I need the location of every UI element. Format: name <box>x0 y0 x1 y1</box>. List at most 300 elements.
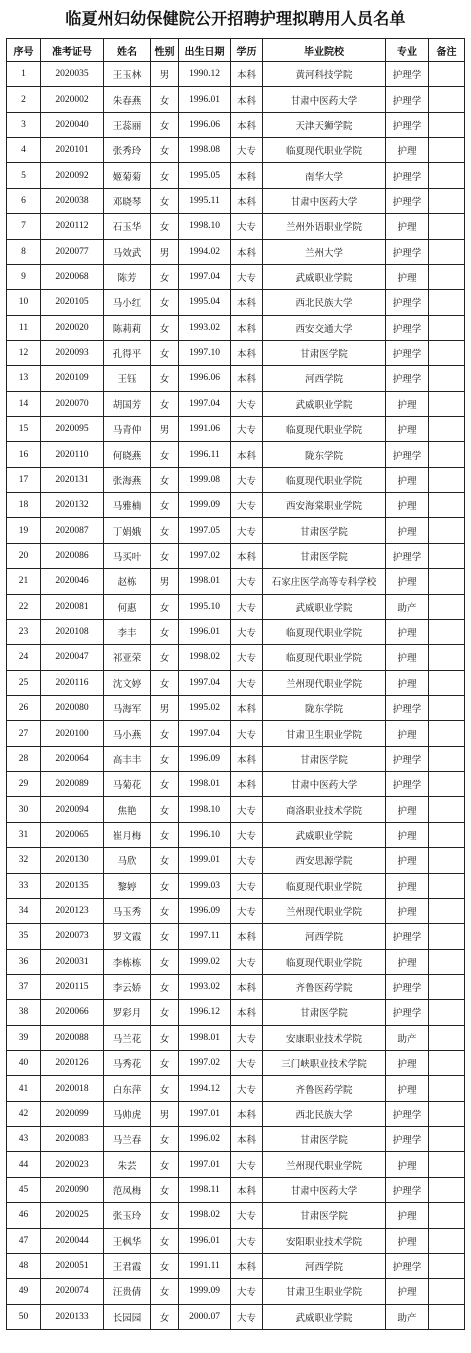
table-row <box>7 467 465 492</box>
cell-remark <box>429 1051 465 1076</box>
cell-remark <box>429 898 465 923</box>
cell-exam-id: 2020074 <box>41 1279 104 1304</box>
cell-school: 安康职业技术学院 <box>263 1025 386 1050</box>
cell-education: 本科 <box>231 1000 263 1025</box>
column-header-remark: 备注 <box>429 39 465 62</box>
cell-gender: 女 <box>151 467 179 492</box>
cell-no: 47 <box>7 1228 41 1253</box>
cell-major: 护理学 <box>386 290 429 315</box>
cell-remark <box>429 1127 465 1152</box>
table-row <box>7 138 465 163</box>
table-row <box>7 1203 465 1228</box>
cell-birth-date: 1995.05 <box>179 163 231 188</box>
cell-no: 15 <box>7 417 41 442</box>
cell-name: 马小燕 <box>104 721 151 746</box>
cell-no: 46 <box>7 1203 41 1228</box>
cell-major: 护理 <box>386 391 429 416</box>
cell-major: 护理学 <box>386 974 429 999</box>
cell-major: 护理 <box>386 214 429 239</box>
cell-major: 护理学 <box>386 442 429 467</box>
cell-gender: 女 <box>151 87 179 112</box>
cell-remark <box>429 163 465 188</box>
cell-remark <box>429 645 465 670</box>
cell-exam-id: 2020038 <box>41 188 104 213</box>
cell-education: 本科 <box>231 87 263 112</box>
cell-no: 32 <box>7 848 41 873</box>
cell-education: 大专 <box>231 1152 263 1177</box>
table-row <box>7 695 465 720</box>
cell-birth-date: 1996.09 <box>179 746 231 771</box>
cell-no: 18 <box>7 493 41 518</box>
cell-exam-id: 2020025 <box>41 1203 104 1228</box>
cell-exam-id: 2020065 <box>41 822 104 847</box>
cell-exam-id: 2020133 <box>41 1304 104 1329</box>
cell-name: 王枫华 <box>104 1228 151 1253</box>
cell-school: 武威职业学院 <box>263 822 386 847</box>
cell-name: 李栋栋 <box>104 949 151 974</box>
cell-major: 护理学 <box>386 746 429 771</box>
cell-no: 35 <box>7 924 41 949</box>
cell-name: 马雅楠 <box>104 493 151 518</box>
cell-exam-id: 2020064 <box>41 746 104 771</box>
cell-remark <box>429 417 465 442</box>
cell-exam-id: 2020020 <box>41 315 104 340</box>
cell-name: 马欣 <box>104 848 151 873</box>
cell-school: 甘肃医学院 <box>263 518 386 543</box>
cell-education: 大专 <box>231 467 263 492</box>
cell-birth-date: 1999.03 <box>179 873 231 898</box>
cell-gender: 女 <box>151 442 179 467</box>
cell-no: 29 <box>7 772 41 797</box>
table-row <box>7 112 465 137</box>
table-row <box>7 746 465 771</box>
cell-major: 护理 <box>386 1279 429 1304</box>
cell-exam-id: 2020105 <box>41 290 104 315</box>
table-row <box>7 772 465 797</box>
cell-birth-date: 1996.09 <box>179 898 231 923</box>
cell-school: 兰州现代职业学院 <box>263 670 386 695</box>
cell-birth-date: 1999.09 <box>179 493 231 518</box>
table-row <box>7 87 465 112</box>
cell-major: 护理 <box>386 493 429 518</box>
cell-no: 22 <box>7 594 41 619</box>
cell-major: 护理学 <box>386 543 429 568</box>
cell-exam-id: 2020044 <box>41 1228 104 1253</box>
cell-birth-date: 1993.02 <box>179 974 231 999</box>
cell-no: 1 <box>7 62 41 87</box>
cell-remark <box>429 264 465 289</box>
cell-birth-date: 1996.01 <box>179 619 231 644</box>
table-row <box>7 619 465 644</box>
cell-major: 护理学 <box>386 1000 429 1025</box>
cell-remark <box>429 340 465 365</box>
cell-name: 胡国芳 <box>104 391 151 416</box>
cell-education: 大专 <box>231 822 263 847</box>
column-header-birth-date: 出生日期 <box>179 39 231 62</box>
cell-birth-date: 1998.08 <box>179 138 231 163</box>
column-header-exam-id: 准考证号 <box>41 39 104 62</box>
cell-remark <box>429 214 465 239</box>
cell-education: 大专 <box>231 721 263 746</box>
cell-major: 护理学 <box>386 163 429 188</box>
cell-education: 大专 <box>231 898 263 923</box>
cell-major: 护理学 <box>386 87 429 112</box>
cell-major: 护理学 <box>386 1253 429 1278</box>
cell-remark <box>429 87 465 112</box>
cell-major: 护理 <box>386 417 429 442</box>
cell-name: 何惠 <box>104 594 151 619</box>
cell-name: 马帅虎 <box>104 1101 151 1126</box>
table-row <box>7 1253 465 1278</box>
cell-gender: 女 <box>151 493 179 518</box>
cell-exam-id: 2020130 <box>41 848 104 873</box>
cell-school: 西安交通大学 <box>263 315 386 340</box>
cell-name: 崔月梅 <box>104 822 151 847</box>
table-row <box>7 62 465 87</box>
cell-gender: 女 <box>151 848 179 873</box>
cell-birth-date: 1991.06 <box>179 417 231 442</box>
cell-education: 本科 <box>231 924 263 949</box>
cell-name: 马海军 <box>104 695 151 720</box>
cell-gender: 女 <box>151 1025 179 1050</box>
cell-no: 26 <box>7 695 41 720</box>
cell-name: 赵栋 <box>104 569 151 594</box>
cell-gender: 女 <box>151 1203 179 1228</box>
cell-remark <box>429 1025 465 1050</box>
table-row <box>7 1228 465 1253</box>
cell-name: 邓晓琴 <box>104 188 151 213</box>
column-header-no: 序号 <box>7 39 41 62</box>
table-row <box>7 1177 465 1202</box>
cell-school: 临夏现代职业学院 <box>263 949 386 974</box>
cell-birth-date: 1997.01 <box>179 1101 231 1126</box>
cell-school: 西北民族大学 <box>263 1101 386 1126</box>
cell-exam-id: 2020040 <box>41 112 104 137</box>
cell-school: 甘肃中医药大学 <box>263 188 386 213</box>
cell-remark <box>429 112 465 137</box>
cell-birth-date: 1995.04 <box>179 290 231 315</box>
table-row <box>7 188 465 213</box>
cell-birth-date: 1991.11 <box>179 1253 231 1278</box>
cell-no: 33 <box>7 873 41 898</box>
cell-education: 本科 <box>231 1253 263 1278</box>
cell-name: 祁亚荣 <box>104 645 151 670</box>
cell-remark <box>429 391 465 416</box>
cell-gender: 女 <box>151 112 179 137</box>
cell-birth-date: 1996.11 <box>179 442 231 467</box>
cell-major: 护理学 <box>386 695 429 720</box>
cell-exam-id: 2020132 <box>41 493 104 518</box>
cell-remark <box>429 848 465 873</box>
cell-no: 48 <box>7 1253 41 1278</box>
cell-education: 大专 <box>231 594 263 619</box>
column-header-name: 姓名 <box>104 39 151 62</box>
cell-exam-id: 2020087 <box>41 518 104 543</box>
cell-exam-id: 2020099 <box>41 1101 104 1126</box>
table-row <box>7 264 465 289</box>
table-row <box>7 898 465 923</box>
cell-education: 大专 <box>231 619 263 644</box>
cell-gender: 女 <box>151 721 179 746</box>
cell-education: 大专 <box>231 949 263 974</box>
cell-no: 45 <box>7 1177 41 1202</box>
table-row <box>7 1279 465 1304</box>
cell-major: 护理学 <box>386 1101 429 1126</box>
cell-gender: 男 <box>151 695 179 720</box>
cell-exam-id: 2020088 <box>41 1025 104 1050</box>
cell-school: 甘肃中医药大学 <box>263 1177 386 1202</box>
cell-major: 护理 <box>386 797 429 822</box>
cell-school: 甘肃医学院 <box>263 746 386 771</box>
cell-major: 护理 <box>386 264 429 289</box>
cell-name: 黎婷 <box>104 873 151 898</box>
cell-no: 49 <box>7 1279 41 1304</box>
cell-school: 黄河科技学院 <box>263 62 386 87</box>
cell-school: 西安思源学院 <box>263 848 386 873</box>
cell-gender: 女 <box>151 214 179 239</box>
table-row <box>7 340 465 365</box>
cell-gender: 女 <box>151 1051 179 1076</box>
cell-exam-id: 2020066 <box>41 1000 104 1025</box>
cell-school: 商洛职业技术学院 <box>263 797 386 822</box>
cell-birth-date: 1997.02 <box>179 543 231 568</box>
cell-name: 范凤梅 <box>104 1177 151 1202</box>
cell-birth-date: 1994.12 <box>179 1076 231 1101</box>
cell-exam-id: 2020031 <box>41 949 104 974</box>
table-row <box>7 848 465 873</box>
cell-remark <box>429 239 465 264</box>
cell-no: 8 <box>7 239 41 264</box>
cell-remark <box>429 1279 465 1304</box>
cell-major: 护理 <box>386 1228 429 1253</box>
table-row <box>7 543 465 568</box>
cell-school: 临夏现代职业学院 <box>263 645 386 670</box>
cell-exam-id: 2020115 <box>41 974 104 999</box>
cell-gender: 女 <box>151 1000 179 1025</box>
cell-birth-date: 1996.10 <box>179 822 231 847</box>
cell-school: 武威职业学院 <box>263 1304 386 1329</box>
cell-birth-date: 1997.02 <box>179 1051 231 1076</box>
cell-no: 19 <box>7 518 41 543</box>
cell-gender: 女 <box>151 163 179 188</box>
cell-name: 姬菊菊 <box>104 163 151 188</box>
cell-school: 河西学院 <box>263 366 386 391</box>
cell-exam-id: 2020135 <box>41 873 104 898</box>
cell-name: 朱芸 <box>104 1152 151 1177</box>
cell-major: 护理 <box>386 873 429 898</box>
cell-gender: 男 <box>151 417 179 442</box>
cell-education: 大专 <box>231 493 263 518</box>
cell-gender: 女 <box>151 772 179 797</box>
table-row <box>7 315 465 340</box>
cell-birth-date: 1997.05 <box>179 518 231 543</box>
cell-exam-id: 2020094 <box>41 797 104 822</box>
cell-remark <box>429 569 465 594</box>
table-row <box>7 1101 465 1126</box>
cell-remark <box>429 442 465 467</box>
cell-no: 12 <box>7 340 41 365</box>
cell-exam-id: 2020023 <box>41 1152 104 1177</box>
cell-gender: 女 <box>151 746 179 771</box>
cell-exam-id: 2020109 <box>41 366 104 391</box>
cell-remark <box>429 1203 465 1228</box>
cell-remark <box>429 695 465 720</box>
cell-birth-date: 1998.01 <box>179 772 231 797</box>
cell-gender: 女 <box>151 924 179 949</box>
table-row <box>7 974 465 999</box>
cell-gender: 女 <box>151 188 179 213</box>
cell-education: 本科 <box>231 695 263 720</box>
cell-education: 大专 <box>231 1051 263 1076</box>
cell-name: 张秀玲 <box>104 138 151 163</box>
cell-name: 孔得平 <box>104 340 151 365</box>
cell-education: 本科 <box>231 340 263 365</box>
cell-gender: 女 <box>151 670 179 695</box>
cell-remark <box>429 1177 465 1202</box>
table-row <box>7 797 465 822</box>
cell-school: 临夏现代职业学院 <box>263 417 386 442</box>
cell-exam-id: 2020095 <box>41 417 104 442</box>
cell-remark <box>429 1000 465 1025</box>
cell-school: 齐鲁医药学院 <box>263 1076 386 1101</box>
cell-school: 武威职业学院 <box>263 594 386 619</box>
cell-exam-id: 2020035 <box>41 62 104 87</box>
cell-school: 临夏现代职业学院 <box>263 873 386 898</box>
cell-birth-date: 1996.12 <box>179 1000 231 1025</box>
cell-education: 本科 <box>231 163 263 188</box>
cell-birth-date: 1997.04 <box>179 670 231 695</box>
cell-no: 34 <box>7 898 41 923</box>
cell-name: 马秀花 <box>104 1051 151 1076</box>
cell-major: 护理 <box>386 898 429 923</box>
cell-remark <box>429 138 465 163</box>
table-row <box>7 949 465 974</box>
cell-gender: 女 <box>151 391 179 416</box>
cell-name: 石玉华 <box>104 214 151 239</box>
cell-major: 护理学 <box>386 188 429 213</box>
cell-name: 王蕊丽 <box>104 112 151 137</box>
cell-name: 陈莉莉 <box>104 315 151 340</box>
cell-name: 陈芳 <box>104 264 151 289</box>
cell-gender: 女 <box>151 1253 179 1278</box>
cell-no: 25 <box>7 670 41 695</box>
cell-school: 甘肃中医药大学 <box>263 772 386 797</box>
cell-name: 张海燕 <box>104 467 151 492</box>
cell-birth-date: 1996.06 <box>179 366 231 391</box>
cell-no: 16 <box>7 442 41 467</box>
table-row <box>7 1304 465 1329</box>
cell-school: 甘肃卫生职业学院 <box>263 721 386 746</box>
cell-major: 护理 <box>386 1076 429 1101</box>
cell-exam-id: 2020083 <box>41 1127 104 1152</box>
cell-gender: 男 <box>151 62 179 87</box>
cell-major: 护理学 <box>386 62 429 87</box>
cell-education: 大专 <box>231 670 263 695</box>
cell-major: 护理学 <box>386 924 429 949</box>
cell-education: 大专 <box>231 1228 263 1253</box>
cell-birth-date: 1995.11 <box>179 188 231 213</box>
cell-name: 马玉秀 <box>104 898 151 923</box>
cell-name: 罗文霞 <box>104 924 151 949</box>
cell-birth-date: 1993.02 <box>179 315 231 340</box>
cell-school: 河西学院 <box>263 1253 386 1278</box>
cell-gender: 女 <box>151 264 179 289</box>
cell-no: 24 <box>7 645 41 670</box>
cell-remark <box>429 1228 465 1253</box>
cell-major: 护理学 <box>386 366 429 391</box>
cell-exam-id: 2020018 <box>41 1076 104 1101</box>
cell-major: 护理学 <box>386 340 429 365</box>
cell-no: 41 <box>7 1076 41 1101</box>
cell-exam-id: 2020068 <box>41 264 104 289</box>
cell-no: 30 <box>7 797 41 822</box>
cell-education: 本科 <box>231 442 263 467</box>
cell-exam-id: 2020110 <box>41 442 104 467</box>
cell-no: 9 <box>7 264 41 289</box>
cell-remark <box>429 949 465 974</box>
cell-major: 护理 <box>386 670 429 695</box>
cell-education: 大专 <box>231 1304 263 1329</box>
cell-school: 兰州现代职业学院 <box>263 1152 386 1177</box>
cell-birth-date: 1994.02 <box>179 239 231 264</box>
table-row <box>7 163 465 188</box>
cell-education: 大专 <box>231 1025 263 1050</box>
cell-major: 护理 <box>386 645 429 670</box>
cell-gender: 女 <box>151 366 179 391</box>
table-row <box>7 1152 465 1177</box>
cell-education: 本科 <box>231 290 263 315</box>
cell-exam-id: 2020093 <box>41 340 104 365</box>
cell-remark <box>429 772 465 797</box>
table-row <box>7 442 465 467</box>
cell-name: 马青仲 <box>104 417 151 442</box>
cell-no: 36 <box>7 949 41 974</box>
cell-gender: 女 <box>151 949 179 974</box>
cell-no: 21 <box>7 569 41 594</box>
cell-gender: 女 <box>151 518 179 543</box>
cell-major: 助产 <box>386 1304 429 1329</box>
cell-birth-date: 1996.02 <box>179 1127 231 1152</box>
cell-birth-date: 1997.01 <box>179 1152 231 1177</box>
cell-name: 白东萍 <box>104 1076 151 1101</box>
cell-exam-id: 2020047 <box>41 645 104 670</box>
cell-major: 护理 <box>386 848 429 873</box>
cell-gender: 女 <box>151 1152 179 1177</box>
cell-no: 28 <box>7 746 41 771</box>
cell-remark <box>429 543 465 568</box>
cell-education: 大专 <box>231 1279 263 1304</box>
cell-no: 11 <box>7 315 41 340</box>
cell-school: 兰州外语职业学院 <box>263 214 386 239</box>
cell-school: 临夏现代职业学院 <box>263 467 386 492</box>
cell-gender: 女 <box>151 873 179 898</box>
cell-education: 本科 <box>231 1101 263 1126</box>
cell-exam-id: 2020126 <box>41 1051 104 1076</box>
cell-no: 4 <box>7 138 41 163</box>
cell-gender: 男 <box>151 239 179 264</box>
cell-birth-date: 1997.04 <box>179 391 231 416</box>
cell-birth-date: 1997.04 <box>179 721 231 746</box>
cell-exam-id: 2020077 <box>41 239 104 264</box>
cell-gender: 男 <box>151 1101 179 1126</box>
cell-major: 护理 <box>386 1051 429 1076</box>
cell-major: 护理 <box>386 569 429 594</box>
cell-birth-date: 1999.01 <box>179 848 231 873</box>
cell-remark <box>429 290 465 315</box>
cell-remark <box>429 62 465 87</box>
cell-name: 李丰 <box>104 619 151 644</box>
cell-gender: 女 <box>151 619 179 644</box>
